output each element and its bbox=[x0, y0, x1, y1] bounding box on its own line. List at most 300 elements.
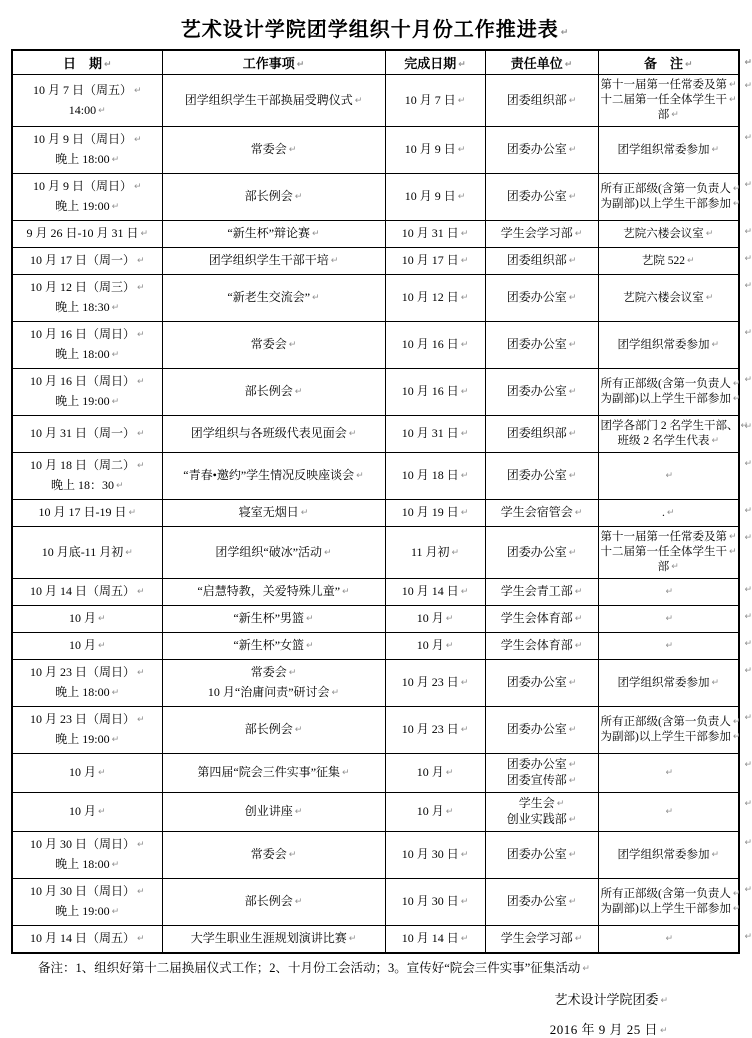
date-cell-line: 10 月 17 日（周一） ↵ bbox=[15, 251, 160, 271]
paragraph-mark-icon bbox=[573, 611, 583, 625]
remark-cell-line: 部 ↵ bbox=[601, 560, 737, 575]
paragraph-mark-icon bbox=[293, 894, 303, 908]
date-cell-line: 9 月 26 日-10 月 31 日 ↵ bbox=[15, 224, 160, 244]
column-header-text: 完成日期 bbox=[404, 56, 457, 71]
remark-cell-line: 团学组织常委参加 ↵ bbox=[601, 338, 737, 353]
paragraph-mark-icon bbox=[110, 347, 120, 361]
paragraph-mark-icon bbox=[573, 584, 583, 598]
paragraph-mark-icon bbox=[459, 253, 469, 267]
paragraph-mark-icon bbox=[459, 675, 469, 689]
remark-cell bbox=[598, 453, 739, 500]
completion-date-cell bbox=[385, 174, 485, 221]
paragraph-mark-icon bbox=[567, 468, 577, 482]
row-end-mark-icon bbox=[742, 636, 752, 651]
responsible-unit-cell bbox=[485, 926, 598, 954]
row-end-mark-icon bbox=[742, 835, 752, 850]
responsible-unit-cell bbox=[485, 606, 598, 633]
task-cell bbox=[162, 75, 385, 127]
responsible-unit-cell bbox=[485, 221, 598, 248]
completion-date-cell-line: 10 月 9 日 ↵ bbox=[388, 140, 483, 160]
paragraph-mark-icon bbox=[658, 1022, 668, 1037]
row-end-mark-icon bbox=[742, 325, 752, 340]
paragraph-mark-icon bbox=[567, 93, 577, 107]
responsible-unit-cell-line: 团委组织部 ↵ bbox=[488, 426, 596, 442]
paragraph-mark-icon bbox=[135, 931, 145, 945]
responsible-unit-cell-line: 团委办公室 ↵ bbox=[488, 722, 596, 738]
date-cell-line: 10 月底-11 月初 ↵ bbox=[15, 543, 160, 563]
paragraph-mark-icon bbox=[456, 93, 466, 107]
responsible-unit-cell bbox=[485, 660, 598, 707]
responsible-unit-cell bbox=[485, 416, 598, 453]
date-cell-line: 10 月 18 日（周二） ↵ bbox=[15, 456, 160, 476]
remark-cell-line: 第十一届第一任常委及第 ↵ bbox=[601, 78, 737, 93]
date-cell-line: 晚上 18:00 ↵ bbox=[15, 683, 160, 703]
paragraph-mark-icon bbox=[293, 384, 303, 398]
responsible-unit-cell bbox=[485, 500, 598, 527]
table-row bbox=[12, 453, 739, 500]
row-end-mark-icon bbox=[742, 609, 752, 624]
responsible-unit-cell-line: 学生会体育部 ↵ bbox=[488, 611, 596, 627]
paragraph-mark-icon bbox=[135, 426, 145, 440]
responsible-unit-cell-line: 团委办公室 ↵ bbox=[488, 894, 596, 910]
paragraph-mark-icon bbox=[354, 468, 364, 482]
remark-cell bbox=[598, 707, 739, 754]
task-cell-line: “启慧特教，关爱特殊儿童” ↵ bbox=[165, 582, 383, 602]
paragraph-mark-icon bbox=[727, 546, 737, 558]
row-end-mark-icon bbox=[742, 224, 752, 239]
remark-cell bbox=[598, 527, 739, 579]
remark-cell bbox=[598, 127, 739, 174]
task-cell-line: 团学组织学生干部干培 ↵ bbox=[165, 251, 383, 271]
paragraph-mark-icon bbox=[709, 144, 719, 156]
date-cell-line: 10 月 7 日（周五） ↵ bbox=[15, 81, 160, 101]
remark-cell bbox=[598, 500, 739, 527]
task-cell-line: 部长例会 ↵ bbox=[165, 892, 383, 912]
remark-cell-line: 为副部)以上学生干部参加 ↵ bbox=[601, 730, 737, 745]
completion-date-cell-line: 10 月 16 日 ↵ bbox=[388, 335, 483, 355]
remark-cell-line: 为副部)以上学生干部参加 ↵ bbox=[601, 197, 737, 212]
responsible-unit-cell-line: 团委办公室 ↵ bbox=[488, 337, 596, 353]
task-cell-line: “新生杯”女篮 ↵ bbox=[165, 636, 383, 656]
paragraph-mark-icon bbox=[459, 384, 469, 398]
table-row bbox=[12, 369, 739, 416]
completion-date-cell bbox=[385, 707, 485, 754]
responsible-unit-cell bbox=[485, 633, 598, 660]
paragraph-mark-icon bbox=[727, 94, 737, 106]
completion-date-cell-line: 10 月 14 日 ↵ bbox=[388, 929, 483, 949]
completion-date-cell bbox=[385, 221, 485, 248]
task-cell-line: 部长例会 ↵ bbox=[165, 382, 383, 402]
completion-date-cell-line: 10 月 17 日 ↵ bbox=[388, 251, 483, 271]
paragraph-mark-icon bbox=[567, 142, 577, 156]
date-cell bbox=[12, 500, 162, 527]
completion-date-cell-line: 10 月 18 日 ↵ bbox=[388, 466, 483, 486]
remark-cell-line bbox=[601, 932, 737, 947]
completion-date-cell-line: 10 月 ↵ bbox=[388, 763, 483, 783]
completion-date-cell-line: 10 月 23 日 ↵ bbox=[388, 720, 483, 740]
footer-remark-text: 备注：1、组织好第十二届换届仪式工作；2、十月份工会活动；3。宣传好“院会三件实事”征集活动 bbox=[38, 961, 581, 975]
paragraph-mark-icon bbox=[96, 804, 106, 818]
paragraph-mark-icon bbox=[709, 435, 719, 447]
date-cell bbox=[12, 527, 162, 579]
paragraph-mark-icon bbox=[293, 804, 303, 818]
paragraph-mark-icon bbox=[459, 226, 469, 240]
paragraph-mark-icon bbox=[135, 837, 145, 851]
signature-org bbox=[0, 989, 668, 1008]
date-cell bbox=[12, 832, 162, 879]
remark-cell bbox=[598, 248, 739, 275]
date-cell-line: 晚上 18:00 ↵ bbox=[15, 345, 160, 365]
task-cell-line: 10 月“治庸问责”研讨会 ↵ bbox=[165, 683, 383, 703]
date-cell-line: 10 月 17 日-19 日 ↵ bbox=[15, 503, 160, 523]
paragraph-mark-icon bbox=[663, 933, 673, 945]
paragraph-mark-icon bbox=[567, 847, 577, 861]
paragraph-mark-icon bbox=[709, 677, 719, 689]
paragraph-mark-icon bbox=[135, 253, 145, 267]
column-header bbox=[485, 50, 598, 75]
task-cell bbox=[162, 369, 385, 416]
remark-cell-line bbox=[601, 766, 737, 781]
task-cell-line: 常委会 ↵ bbox=[165, 140, 383, 160]
paragraph-mark-icon bbox=[459, 426, 469, 440]
task-cell bbox=[162, 793, 385, 832]
table-header-row bbox=[12, 50, 739, 75]
completion-date-cell-line: 10 月 14 日 ↵ bbox=[388, 582, 483, 602]
responsible-unit-cell-line: 团委办公室 ↵ bbox=[488, 384, 596, 400]
table-row bbox=[12, 500, 739, 527]
task-cell bbox=[162, 926, 385, 954]
paragraph-mark-icon bbox=[329, 253, 339, 267]
paragraph-mark-icon bbox=[96, 611, 106, 625]
date-cell-line: 10 月 ↵ bbox=[15, 802, 160, 822]
paragraph-mark-icon bbox=[459, 584, 469, 598]
footer-remark bbox=[38, 960, 750, 978]
paragraph-mark-icon bbox=[567, 894, 577, 908]
date-cell-line: 晚上 18：30 ↵ bbox=[15, 476, 160, 496]
paragraph-mark-icon bbox=[110, 904, 120, 918]
row-end-mark-icon bbox=[742, 796, 752, 811]
task-cell-line: 团学组织与各班级代表见面会 ↵ bbox=[165, 424, 383, 444]
paragraph-mark-icon bbox=[135, 374, 145, 388]
responsible-unit-cell-line: 团委办公室 ↵ bbox=[488, 290, 596, 306]
responsible-unit-cell bbox=[485, 369, 598, 416]
date-cell bbox=[12, 174, 162, 221]
remark-cell bbox=[598, 832, 739, 879]
paragraph-mark-icon bbox=[459, 505, 469, 519]
date-cell-line: 14:00 ↵ bbox=[15, 101, 160, 121]
date-cell-line: 10 月 12 日（周三） ↵ bbox=[15, 278, 160, 298]
paragraph-mark-icon bbox=[459, 468, 469, 482]
row-end-mark-icon bbox=[742, 130, 752, 145]
row-end-mark-icon bbox=[742, 663, 752, 678]
paragraph-mark-icon bbox=[347, 931, 357, 945]
date-cell-line: 10 月 31 日（周一） ↵ bbox=[15, 424, 160, 444]
remark-cell-line: 艺院六楼会议室 ↵ bbox=[601, 291, 737, 306]
paragraph-mark-icon bbox=[444, 638, 454, 652]
task-cell bbox=[162, 832, 385, 879]
paragraph-mark-icon bbox=[459, 290, 469, 304]
row-end-mark-icon bbox=[742, 54, 752, 70]
responsible-unit-cell bbox=[485, 579, 598, 606]
table-row bbox=[12, 879, 739, 926]
completion-date-cell-line: 10 月 19 日 ↵ bbox=[388, 503, 483, 523]
date-cell bbox=[12, 579, 162, 606]
date-cell bbox=[12, 416, 162, 453]
paragraph-mark-icon bbox=[567, 675, 577, 689]
completion-date-cell bbox=[385, 275, 485, 322]
responsible-unit-cell bbox=[485, 248, 598, 275]
task-cell bbox=[162, 660, 385, 707]
completion-date-cell-line: 10 月 ↵ bbox=[388, 636, 483, 656]
paragraph-mark-icon bbox=[459, 722, 469, 736]
responsible-unit-cell-line: 团委组织部 ↵ bbox=[488, 253, 596, 269]
task-cell-line: 常委会 ↵ bbox=[165, 335, 383, 355]
responsible-unit-cell bbox=[485, 322, 598, 369]
paragraph-mark-icon bbox=[110, 300, 120, 314]
paragraph-mark-icon bbox=[330, 685, 340, 699]
responsible-unit-cell-line: 团委办公室 ↵ bbox=[488, 545, 596, 561]
paragraph-mark-icon bbox=[123, 545, 133, 559]
paragraph-mark-icon bbox=[731, 198, 741, 210]
table-row bbox=[12, 754, 739, 793]
remark-cell-line: 所有正部级(含第一负责人 ↵ bbox=[601, 715, 737, 730]
remark-cell-line: 为副部)以上学生干部参加 ↵ bbox=[601, 902, 737, 917]
paragraph-mark-icon bbox=[459, 337, 469, 351]
responsible-unit-cell-line: 学生会体育部 ↵ bbox=[488, 638, 596, 654]
completion-date-cell-line: 10 月 12 日 ↵ bbox=[388, 288, 483, 308]
task-cell bbox=[162, 754, 385, 793]
paragraph-mark-icon bbox=[704, 292, 714, 304]
task-cell-line: “新生杯”男篮 ↵ bbox=[165, 609, 383, 629]
paragraph-mark-icon bbox=[573, 505, 583, 519]
responsible-unit-cell bbox=[485, 453, 598, 500]
date-cell bbox=[12, 75, 162, 127]
table-row bbox=[12, 926, 739, 954]
signature-date bbox=[0, 1019, 668, 1038]
date-cell-line: 10 月 30 日（周日） ↵ bbox=[15, 835, 160, 855]
completion-date-cell bbox=[385, 926, 485, 954]
table-row bbox=[12, 127, 739, 174]
paragraph-mark-icon bbox=[304, 638, 314, 652]
responsible-unit-cell-line: 团委办公室 ↵ bbox=[488, 847, 596, 863]
paragraph-mark-icon bbox=[567, 545, 577, 559]
paragraph-mark-icon bbox=[340, 765, 350, 779]
footer-signature-block bbox=[0, 989, 750, 1038]
date-cell-line: 10 月 ↵ bbox=[15, 636, 160, 656]
date-cell bbox=[12, 322, 162, 369]
responsible-unit-cell bbox=[485, 527, 598, 579]
task-cell-line: “青春•邀约”学生情况反映座谈会 ↵ bbox=[165, 466, 383, 486]
paragraph-mark-icon bbox=[663, 470, 673, 482]
date-cell-line: 晚上 18:30 ↵ bbox=[15, 298, 160, 318]
date-cell bbox=[12, 127, 162, 174]
paragraph-mark-icon bbox=[287, 337, 297, 351]
date-cell-line: 晚上 19:00 ↵ bbox=[15, 902, 160, 922]
completion-date-cell bbox=[385, 500, 485, 527]
row-end-mark-icon bbox=[742, 278, 752, 293]
completion-date-cell bbox=[385, 754, 485, 793]
completion-date-cell-line: 10 月 31 日 ↵ bbox=[388, 224, 483, 244]
remark-cell-line bbox=[601, 585, 737, 600]
paragraph-mark-icon bbox=[135, 458, 145, 472]
responsible-unit-cell bbox=[485, 754, 598, 793]
task-cell bbox=[162, 879, 385, 926]
paragraph-mark-icon bbox=[555, 796, 565, 810]
responsible-unit-cell-line: 团委办公室 ↵ bbox=[488, 675, 596, 691]
responsible-unit-cell bbox=[485, 832, 598, 879]
paragraph-mark-icon bbox=[459, 847, 469, 861]
row-end-mark-icon bbox=[742, 372, 752, 387]
row-end-mark-icon bbox=[742, 419, 752, 434]
remark-cell-line: 团学组织常委参加 ↵ bbox=[601, 143, 737, 158]
task-cell bbox=[162, 606, 385, 633]
date-cell-line: 晚上 19:00 ↵ bbox=[15, 392, 160, 412]
remark-cell-line: 部 ↵ bbox=[601, 108, 737, 123]
paragraph-mark-icon bbox=[138, 226, 148, 240]
responsible-unit-cell bbox=[485, 75, 598, 127]
remark-cell bbox=[598, 322, 739, 369]
paragraph-mark-icon bbox=[114, 478, 124, 492]
row-end-mark-icon bbox=[742, 882, 752, 897]
row-end-mark-icon bbox=[742, 456, 752, 471]
page-title bbox=[0, 13, 750, 42]
remark-cell bbox=[598, 275, 739, 322]
completion-date-cell-line: 10 月 23 日 ↵ bbox=[388, 673, 483, 693]
paragraph-mark-icon bbox=[567, 290, 577, 304]
table-row bbox=[12, 527, 739, 579]
paragraph-mark-icon bbox=[132, 132, 142, 146]
completion-date-cell bbox=[385, 606, 485, 633]
table-row bbox=[12, 322, 739, 369]
completion-date-cell-line: 10 月 ↵ bbox=[388, 802, 483, 822]
remark-cell-line: 团学组织常委参加 ↵ bbox=[601, 676, 737, 691]
paragraph-mark-icon bbox=[110, 394, 120, 408]
table-row bbox=[12, 275, 739, 322]
date-cell-line: 10 月 14 日（周五） ↵ bbox=[15, 929, 160, 949]
remark-cell-line: 第十一届第一任常委及第 ↵ bbox=[601, 530, 737, 545]
paragraph-mark-icon bbox=[704, 228, 714, 240]
paragraph-mark-icon bbox=[96, 765, 106, 779]
remark-cell-line: 艺院六楼会议室 ↵ bbox=[601, 227, 737, 242]
responsible-unit-cell bbox=[485, 707, 598, 754]
column-header-text: 日 期 bbox=[62, 56, 102, 71]
completion-date-cell bbox=[385, 127, 485, 174]
column-header-text: 工作事项 bbox=[242, 56, 295, 71]
paragraph-mark-icon bbox=[580, 961, 590, 975]
paragraph-mark-icon bbox=[709, 849, 719, 861]
paragraph-mark-icon bbox=[459, 931, 469, 945]
table-row bbox=[12, 707, 739, 754]
column-header bbox=[385, 50, 485, 75]
table-row bbox=[12, 248, 739, 275]
date-cell bbox=[12, 707, 162, 754]
signature-date-text: 2016 年 9 月 25 日 bbox=[549, 1022, 658, 1037]
row-end-mark-icon bbox=[742, 929, 752, 944]
paragraph-mark-icon bbox=[456, 56, 466, 71]
row-end-mark-icon bbox=[742, 582, 752, 597]
responsible-unit-cell-line: 团委办公室 ↵ bbox=[488, 468, 596, 484]
work-schedule-table bbox=[11, 49, 740, 954]
responsible-unit-cell-line: 团委组织部 ↵ bbox=[488, 93, 596, 109]
task-cell-line: 团学组织学生干部换届受聘仪式 ↵ bbox=[165, 91, 383, 111]
paragraph-mark-icon bbox=[727, 79, 737, 91]
remark-cell-line: 团学组织常委参加 ↵ bbox=[601, 848, 737, 863]
paragraph-mark-icon bbox=[663, 613, 673, 625]
remark-cell bbox=[598, 660, 739, 707]
date-cell bbox=[12, 606, 162, 633]
completion-date-cell bbox=[385, 793, 485, 832]
paragraph-mark-icon bbox=[102, 56, 112, 71]
date-cell-line: 10 月 14 日（周五） ↵ bbox=[15, 582, 160, 602]
column-header-text: 备 注 bbox=[643, 56, 683, 71]
responsible-unit-cell-line: 学生会学习部 ↵ bbox=[488, 931, 596, 947]
paragraph-mark-icon bbox=[683, 56, 693, 71]
remark-cell-line: 所有正部级(含第一负责人 ↵ bbox=[601, 182, 737, 197]
date-cell-line: 晚上 19:00 ↵ bbox=[15, 197, 160, 217]
responsible-unit-cell bbox=[485, 174, 598, 221]
remark-cell bbox=[598, 369, 739, 416]
paragraph-mark-icon bbox=[304, 611, 314, 625]
responsible-unit-cell-line: 团委办公室 ↵ bbox=[488, 189, 596, 205]
responsible-unit-cell-line: 团委办公室 ↵ bbox=[488, 142, 596, 158]
table-row bbox=[12, 221, 739, 248]
row-end-mark-icon bbox=[742, 78, 752, 93]
completion-date-cell bbox=[385, 579, 485, 606]
task-cell-line: 常委会 ↵ bbox=[165, 845, 383, 865]
paragraph-mark-icon bbox=[685, 255, 695, 267]
remark-cell-line bbox=[601, 805, 737, 820]
table-row bbox=[12, 633, 739, 660]
date-cell bbox=[12, 660, 162, 707]
responsible-unit-cell bbox=[485, 793, 598, 832]
paragraph-mark-icon bbox=[340, 584, 350, 598]
column-header bbox=[12, 50, 162, 75]
table-row bbox=[12, 660, 739, 707]
completion-date-cell bbox=[385, 633, 485, 660]
task-cell bbox=[162, 453, 385, 500]
paragraph-mark-icon bbox=[96, 638, 106, 652]
paragraph-mark-icon bbox=[669, 109, 679, 121]
date-cell bbox=[12, 633, 162, 660]
paragraph-mark-icon bbox=[310, 290, 320, 304]
paragraph-mark-icon bbox=[299, 505, 309, 519]
completion-date-cell-line: 10 月 30 日 ↵ bbox=[388, 845, 483, 865]
paragraph-mark-icon bbox=[110, 152, 120, 166]
date-cell-line: 10 月 23 日（周日） ↵ bbox=[15, 710, 160, 730]
paragraph-mark-icon bbox=[135, 884, 145, 898]
task-cell-line: 常委会 ↵ bbox=[165, 663, 383, 683]
paragraph-mark-icon bbox=[444, 765, 454, 779]
paragraph-mark-icon bbox=[322, 545, 332, 559]
paragraph-mark-icon bbox=[727, 531, 737, 543]
completion-date-cell bbox=[385, 832, 485, 879]
task-cell-line: 团学组织“破冰”活动 ↵ bbox=[165, 543, 383, 563]
remark-cell bbox=[598, 879, 739, 926]
completion-date-cell bbox=[385, 416, 485, 453]
remark-cell-line: 十二届第一任全体学生干 ↵ bbox=[601, 93, 737, 108]
remark-cell-line: 团学各部门 2 名学生干部、 ↵ bbox=[601, 419, 737, 434]
task-cell bbox=[162, 579, 385, 606]
paragraph-mark-icon bbox=[658, 992, 668, 1007]
table-row bbox=[12, 832, 739, 879]
paragraph-mark-icon bbox=[96, 103, 106, 117]
date-cell-line: 晚上 18:00 ↵ bbox=[15, 150, 160, 170]
row-end-mark-icon bbox=[742, 251, 752, 266]
task-cell bbox=[162, 416, 385, 453]
remark-cell-line: . ↵ bbox=[601, 506, 737, 521]
paragraph-mark-icon bbox=[663, 806, 673, 818]
completion-date-cell-line: 10 月 16 日 ↵ bbox=[388, 382, 483, 402]
